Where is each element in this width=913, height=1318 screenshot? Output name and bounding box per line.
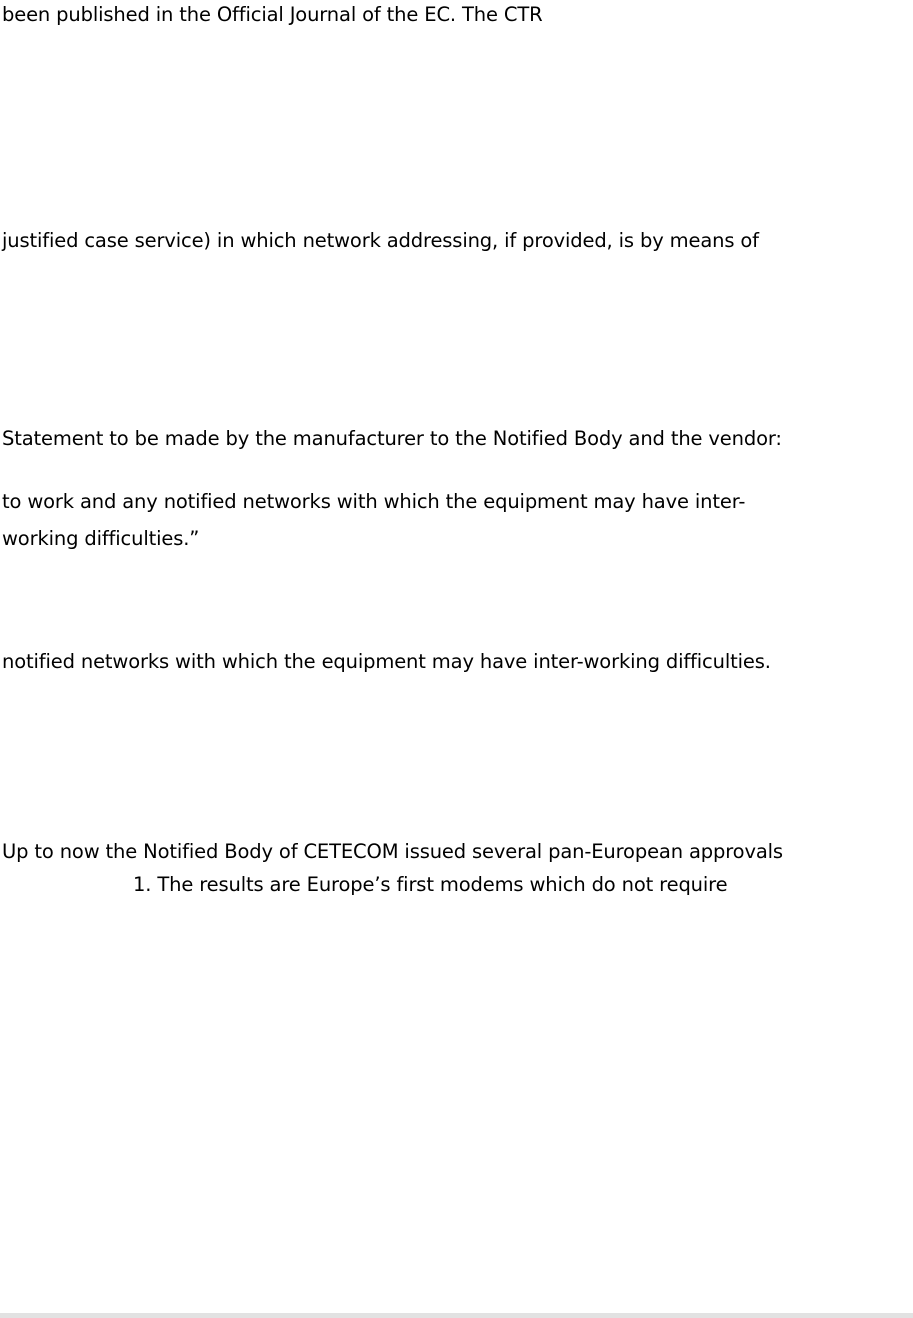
text-line-cetecom-approvals: Up to now the Notified Body of CETECOM issued several pan-European approvals xyxy=(2,840,783,863)
text-line-inter-working-difficulties: notified networks with which the equipment may have inter-working difficulties. xyxy=(2,650,771,673)
text-line-first-modems: 1. The results are Europe’s first modems which do not require xyxy=(133,873,728,896)
page-bottom-divider xyxy=(0,1313,913,1318)
text-line-working-difficulties-quote: working difficulties.” xyxy=(2,527,200,550)
text-line-manufacturer-statement: Statement to be made by the manufacturer to the Notified Body and the vendor: xyxy=(2,427,782,450)
text-line-network-addressing: justified case service) in which network addressing, if provided, is by means of xyxy=(2,229,759,252)
text-line-ctr-published: been published in the Official Journal of the EC. The CTR xyxy=(2,3,543,26)
text-line-notified-networks-inter: to work and any notified networks with which the equipment may have inter- xyxy=(2,490,746,513)
